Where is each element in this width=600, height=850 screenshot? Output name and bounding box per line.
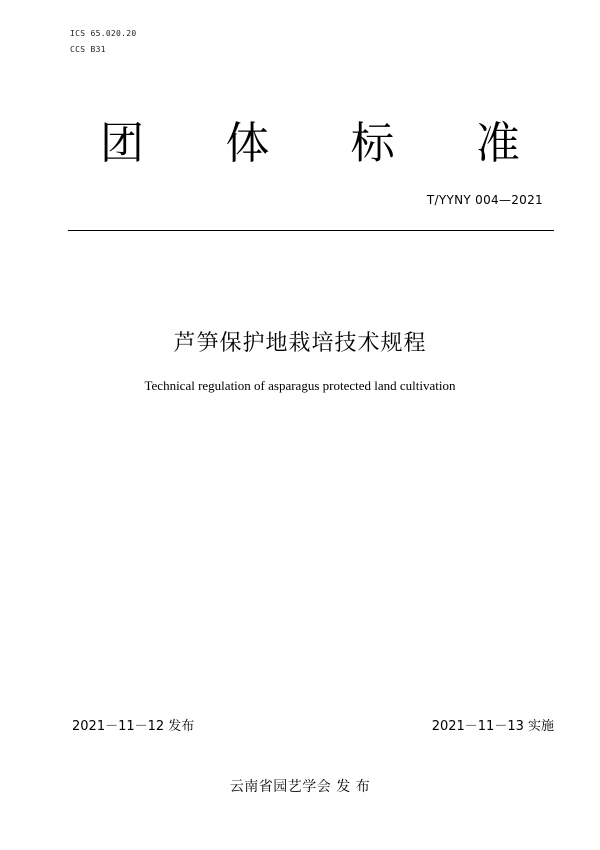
implementation-date: 2021－11－13 实施	[431, 719, 554, 734]
title-char: 团	[100, 118, 144, 169]
ccs-code: CCS B31	[70, 45, 106, 54]
title-char: 准	[475, 118, 520, 169]
ics-code: ICS 65.020.20	[70, 29, 137, 38]
issue-date: 2021－11－12 发布	[72, 719, 195, 734]
horizontal-rule	[68, 230, 554, 231]
document-title-zh: 芦笋保护地栽培技术规程	[173, 331, 427, 356]
title-char: 标	[350, 118, 395, 169]
standard-number: T/YYNY 004—2021	[426, 193, 543, 207]
publisher: 云南省园艺学会 发 布	[229, 779, 371, 795]
document-title-en: Technical regulation of asparagus protected land cultivation	[144, 378, 456, 393]
standard-type-title	[60, 116, 560, 172]
title-char: 体	[225, 118, 270, 169]
